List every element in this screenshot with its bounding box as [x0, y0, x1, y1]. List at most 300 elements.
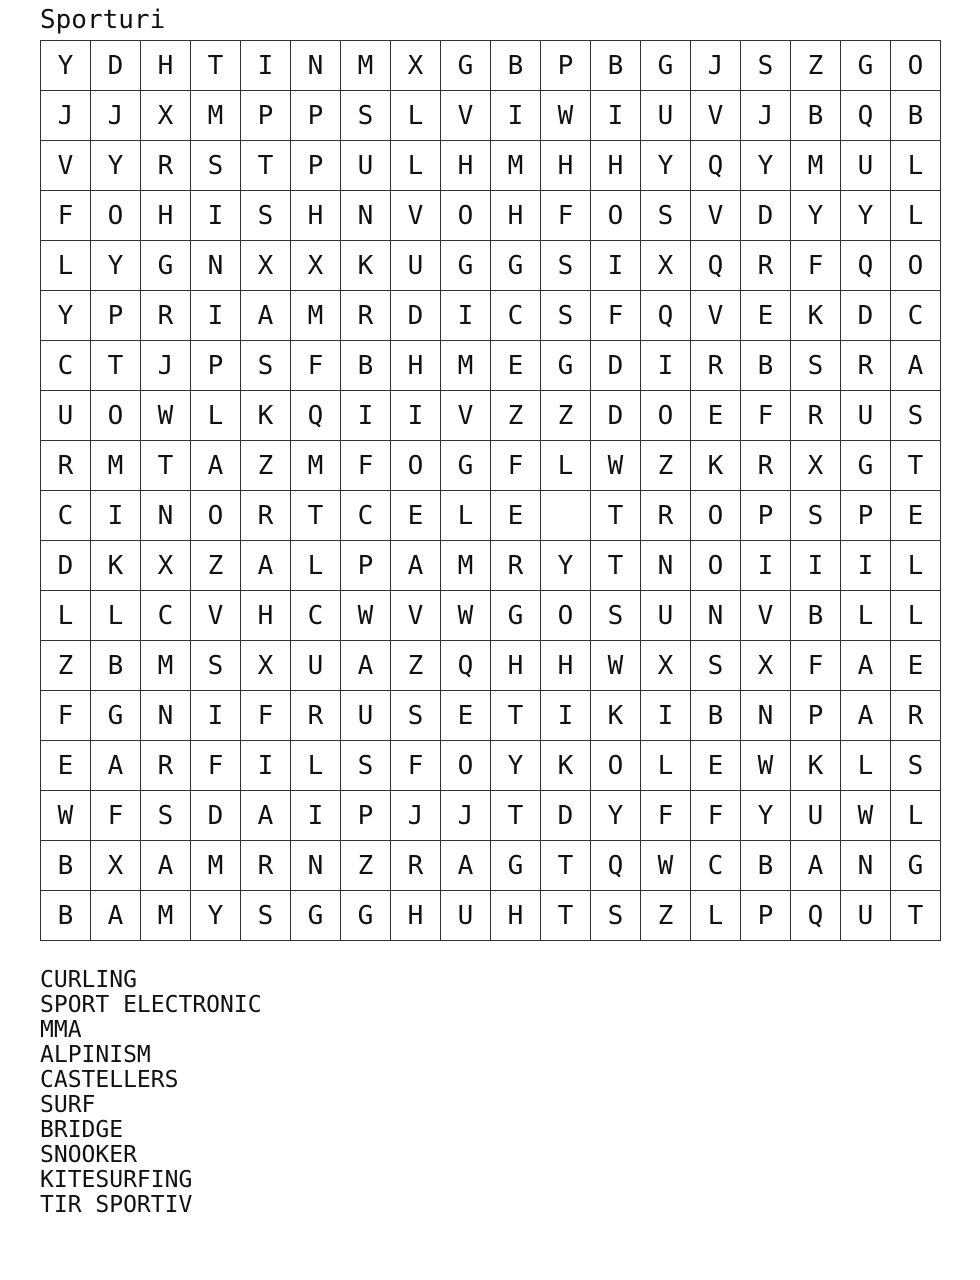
grid-cell[interactable]: N: [741, 691, 791, 741]
grid-cell[interactable]: I: [191, 191, 241, 241]
grid-cell[interactable]: A: [241, 791, 291, 841]
grid-cell[interactable]: R: [691, 341, 741, 391]
grid-cell[interactable]: W: [591, 441, 641, 491]
grid-cell[interactable]: R: [491, 541, 541, 591]
grid-cell[interactable]: T: [191, 41, 241, 91]
grid-cell[interactable]: Y: [841, 191, 891, 241]
grid-cell[interactable]: S: [241, 341, 291, 391]
grid-cell[interactable]: G: [91, 691, 141, 741]
grid-cell[interactable]: J: [741, 91, 791, 141]
grid-cell[interactable]: N: [691, 591, 741, 641]
grid-cell[interactable]: G: [441, 441, 491, 491]
grid-cell[interactable]: O: [641, 391, 691, 441]
grid-cell[interactable]: H: [491, 191, 541, 241]
grid-cell[interactable]: L: [391, 91, 441, 141]
grid-cell[interactable]: G: [441, 41, 491, 91]
grid-cell[interactable]: S: [691, 641, 741, 691]
grid-cell[interactable]: B: [491, 41, 541, 91]
grid-cell[interactable]: L: [191, 391, 241, 441]
grid-cell[interactable]: G: [441, 241, 491, 291]
grid-cell[interactable]: I: [641, 691, 691, 741]
grid-cell[interactable]: E: [491, 341, 541, 391]
grid-cell[interactable]: Q: [841, 241, 891, 291]
grid-cell[interactable]: O: [191, 491, 241, 541]
grid-cell[interactable]: O: [691, 541, 741, 591]
grid-cell[interactable]: E: [41, 741, 91, 791]
grid-cell[interactable]: Z: [241, 441, 291, 491]
grid-cell[interactable]: O: [91, 391, 141, 441]
grid-cell[interactable]: I: [341, 391, 391, 441]
grid-cell[interactable]: X: [241, 641, 291, 691]
grid-cell[interactable]: U: [841, 891, 891, 941]
grid-cell[interactable]: I: [191, 291, 241, 341]
grid-cell[interactable]: I: [391, 391, 441, 441]
grid-cell[interactable]: S: [241, 191, 291, 241]
grid-cell[interactable]: I: [591, 91, 641, 141]
grid-cell[interactable]: D: [41, 541, 91, 591]
grid-cell[interactable]: Y: [741, 141, 791, 191]
grid-cell[interactable]: K: [691, 441, 741, 491]
grid-cell[interactable]: M: [191, 91, 241, 141]
grid-cell[interactable]: F: [341, 441, 391, 491]
grid-cell[interactable]: P: [341, 791, 391, 841]
grid-cell[interactable]: T: [491, 791, 541, 841]
grid-cell[interactable]: D: [841, 291, 891, 341]
grid-cell[interactable]: P: [241, 91, 291, 141]
grid-cell[interactable]: M: [291, 441, 341, 491]
grid-cell[interactable]: L: [291, 541, 341, 591]
grid-cell[interactable]: S: [241, 891, 291, 941]
grid-cell[interactable]: W: [641, 841, 691, 891]
grid-cell[interactable]: G: [341, 891, 391, 941]
grid-cell[interactable]: N: [191, 241, 241, 291]
grid-cell[interactable]: C: [41, 491, 91, 541]
grid-cell[interactable]: R: [891, 691, 941, 741]
grid-cell[interactable]: B: [741, 841, 791, 891]
grid-cell[interactable]: W: [141, 391, 191, 441]
grid-cell[interactable]: J: [41, 91, 91, 141]
grid-cell[interactable]: O: [591, 741, 641, 791]
grid-cell[interactable]: X: [391, 41, 441, 91]
grid-cell[interactable]: V: [391, 591, 441, 641]
grid-cell[interactable]: Q: [641, 291, 691, 341]
grid-cell[interactable]: N: [341, 191, 391, 241]
grid-cell[interactable]: X: [141, 541, 191, 591]
grid-cell[interactable]: S: [891, 391, 941, 441]
grid-cell[interactable]: T: [591, 541, 641, 591]
grid-cell[interactable]: E: [691, 391, 741, 441]
grid-cell[interactable]: F: [241, 691, 291, 741]
grid-cell[interactable]: E: [891, 641, 941, 691]
grid-cell[interactable]: Q: [791, 891, 841, 941]
grid-cell[interactable]: I: [591, 241, 641, 291]
grid-cell[interactable]: M: [291, 291, 341, 341]
grid-cell[interactable]: G: [841, 41, 891, 91]
grid-cell[interactable]: Y: [541, 541, 591, 591]
grid-cell[interactable]: I: [791, 541, 841, 591]
grid-cell[interactable]: R: [641, 491, 691, 541]
grid-cell[interactable]: L: [291, 741, 341, 791]
grid-cell[interactable]: Y: [641, 141, 691, 191]
grid-cell[interactable]: P: [741, 491, 791, 541]
grid-cell[interactable]: G: [841, 441, 891, 491]
grid-cell[interactable]: H: [441, 141, 491, 191]
grid-cell[interactable]: D: [191, 791, 241, 841]
grid-cell[interactable]: U: [341, 691, 391, 741]
grid-cell[interactable]: X: [741, 641, 791, 691]
grid-cell[interactable]: F: [691, 791, 741, 841]
grid-cell[interactable]: Y: [591, 791, 641, 841]
grid-cell[interactable]: F: [91, 791, 141, 841]
grid-cell[interactable]: P: [841, 491, 891, 541]
grid-cell[interactable]: B: [41, 891, 91, 941]
grid-cell[interactable]: P: [91, 291, 141, 341]
grid-cell[interactable]: T: [591, 491, 641, 541]
grid-cell[interactable]: A: [91, 741, 141, 791]
grid-cell[interactable]: N: [141, 491, 191, 541]
grid-cell[interactable]: P: [291, 141, 341, 191]
grid-cell[interactable]: R: [841, 341, 891, 391]
grid-cell[interactable]: T: [291, 491, 341, 541]
grid-cell[interactable]: G: [641, 41, 691, 91]
grid-cell[interactable]: T: [241, 141, 291, 191]
grid-cell[interactable]: A: [441, 841, 491, 891]
grid-cell[interactable]: N: [141, 691, 191, 741]
grid-cell[interactable]: T: [541, 891, 591, 941]
grid-cell[interactable]: E: [491, 491, 541, 541]
grid-cell[interactable]: I: [441, 291, 491, 341]
grid-cell[interactable]: O: [691, 491, 741, 541]
grid-cell[interactable]: X: [241, 241, 291, 291]
grid-cell[interactable]: E: [441, 691, 491, 741]
grid-cell[interactable]: H: [541, 141, 591, 191]
grid-cell[interactable]: H: [291, 191, 341, 241]
grid-cell[interactable]: K: [791, 291, 841, 341]
grid-cell[interactable]: K: [791, 741, 841, 791]
grid-cell[interactable]: O: [891, 241, 941, 291]
grid-cell[interactable]: F: [791, 241, 841, 291]
grid-cell[interactable]: J: [91, 91, 141, 141]
grid-cell[interactable]: A: [241, 541, 291, 591]
grid-cell[interactable]: D: [741, 191, 791, 241]
grid-cell[interactable]: R: [141, 741, 191, 791]
grid-cell[interactable]: F: [41, 191, 91, 241]
grid-cell[interactable]: A: [791, 841, 841, 891]
grid-cell[interactable]: I: [541, 691, 591, 741]
grid-cell[interactable]: A: [141, 841, 191, 891]
grid-cell[interactable]: L: [891, 791, 941, 841]
grid-cell[interactable]: Z: [491, 391, 541, 441]
grid-cell[interactable]: A: [341, 641, 391, 691]
grid-cell[interactable]: R: [141, 141, 191, 191]
grid-cell[interactable]: X: [291, 241, 341, 291]
grid-cell[interactable]: T: [541, 841, 591, 891]
grid-cell[interactable]: U: [841, 391, 891, 441]
grid-cell[interactable]: G: [541, 341, 591, 391]
grid-cell[interactable]: J: [391, 791, 441, 841]
grid-cell[interactable]: L: [391, 141, 441, 191]
grid-cell[interactable]: P: [741, 891, 791, 941]
grid-cell[interactable]: K: [341, 241, 391, 291]
grid-cell[interactable]: T: [141, 441, 191, 491]
grid-cell[interactable]: H: [541, 641, 591, 691]
grid-cell[interactable]: R: [241, 491, 291, 541]
grid-cell[interactable]: S: [341, 741, 391, 791]
grid-cell[interactable]: Y: [191, 891, 241, 941]
grid-cell[interactable]: H: [391, 341, 441, 391]
grid-cell[interactable]: H: [141, 41, 191, 91]
grid-cell[interactable]: Y: [741, 791, 791, 841]
grid-cell[interactable]: V: [691, 291, 741, 341]
grid-cell[interactable]: A: [241, 291, 291, 341]
grid-cell[interactable]: K: [541, 741, 591, 791]
grid-cell[interactable]: M: [441, 341, 491, 391]
grid-cell[interactable]: X: [91, 841, 141, 891]
grid-cell[interactable]: T: [491, 691, 541, 741]
grid-cell[interactable]: L: [441, 491, 491, 541]
grid-cell[interactable]: T: [891, 441, 941, 491]
grid-cell[interactable]: H: [391, 891, 441, 941]
grid-cell[interactable]: G: [291, 891, 341, 941]
grid-cell[interactable]: Z: [191, 541, 241, 591]
grid-cell[interactable]: P: [191, 341, 241, 391]
grid-cell[interactable]: I: [241, 41, 291, 91]
grid-cell[interactable]: R: [741, 441, 791, 491]
grid-cell[interactable]: L: [641, 741, 691, 791]
grid-cell[interactable]: X: [791, 441, 841, 491]
grid-cell[interactable]: U: [641, 91, 691, 141]
grid-cell[interactable]: L: [691, 891, 741, 941]
grid-cell[interactable]: S: [541, 241, 591, 291]
grid-cell[interactable]: Z: [641, 441, 691, 491]
grid-cell[interactable]: C: [891, 291, 941, 341]
grid-cell[interactable]: P: [541, 41, 591, 91]
grid-cell[interactable]: Y: [91, 141, 141, 191]
grid-cell[interactable]: D: [591, 341, 641, 391]
grid-cell[interactable]: C: [341, 491, 391, 541]
grid-cell[interactable]: I: [241, 741, 291, 791]
grid-cell[interactable]: X: [641, 241, 691, 291]
grid-cell[interactable]: L: [91, 591, 141, 641]
grid-cell[interactable]: S: [641, 191, 691, 241]
grid-cell[interactable]: X: [641, 641, 691, 691]
grid-cell[interactable]: R: [391, 841, 441, 891]
grid-cell[interactable]: V: [691, 191, 741, 241]
grid-cell[interactable]: F: [391, 741, 441, 791]
grid-cell[interactable]: D: [91, 41, 141, 91]
grid-cell[interactable]: W: [541, 91, 591, 141]
grid-cell[interactable]: S: [341, 91, 391, 141]
grid-cell[interactable]: J: [691, 41, 741, 91]
grid-cell[interactable]: G: [491, 241, 541, 291]
grid-cell[interactable]: I: [741, 541, 791, 591]
grid-cell[interactable]: L: [891, 191, 941, 241]
grid-cell[interactable]: S: [541, 291, 591, 341]
grid-cell[interactable]: L: [41, 591, 91, 641]
grid-cell[interactable]: L: [541, 441, 591, 491]
grid-cell[interactable]: W: [341, 591, 391, 641]
grid-cell[interactable]: U: [41, 391, 91, 441]
grid-cell[interactable]: S: [391, 691, 441, 741]
grid-cell[interactable]: V: [441, 91, 491, 141]
grid-cell[interactable]: Z: [541, 391, 591, 441]
grid-cell[interactable]: I: [91, 491, 141, 541]
grid-cell[interactable]: N: [641, 541, 691, 591]
grid-cell[interactable]: S: [791, 341, 841, 391]
grid-cell[interactable]: M: [91, 441, 141, 491]
grid-cell[interactable]: N: [291, 41, 341, 91]
grid-cell[interactable]: S: [791, 491, 841, 541]
grid-cell[interactable]: [541, 491, 591, 541]
grid-cell[interactable]: B: [741, 341, 791, 391]
grid-cell[interactable]: H: [591, 141, 641, 191]
grid-cell[interactable]: F: [791, 641, 841, 691]
grid-cell[interactable]: W: [841, 791, 891, 841]
grid-cell[interactable]: R: [291, 691, 341, 741]
grid-cell[interactable]: G: [491, 591, 541, 641]
grid-cell[interactable]: M: [441, 541, 491, 591]
grid-cell[interactable]: K: [91, 541, 141, 591]
grid-cell[interactable]: M: [191, 841, 241, 891]
grid-cell[interactable]: A: [391, 541, 441, 591]
grid-cell[interactable]: Y: [41, 41, 91, 91]
grid-cell[interactable]: F: [191, 741, 241, 791]
grid-cell[interactable]: X: [141, 91, 191, 141]
grid-cell[interactable]: R: [241, 841, 291, 891]
grid-cell[interactable]: T: [91, 341, 141, 391]
grid-cell[interactable]: Q: [691, 241, 741, 291]
grid-cell[interactable]: G: [491, 841, 541, 891]
grid-cell[interactable]: G: [891, 841, 941, 891]
grid-cell[interactable]: O: [541, 591, 591, 641]
grid-cell[interactable]: H: [141, 191, 191, 241]
grid-cell[interactable]: Q: [441, 641, 491, 691]
grid-cell[interactable]: D: [591, 391, 641, 441]
grid-cell[interactable]: J: [141, 341, 191, 391]
grid-cell[interactable]: J: [441, 791, 491, 841]
grid-cell[interactable]: Z: [41, 641, 91, 691]
grid-cell[interactable]: V: [41, 141, 91, 191]
grid-cell[interactable]: S: [141, 791, 191, 841]
grid-cell[interactable]: S: [741, 41, 791, 91]
grid-cell[interactable]: B: [791, 91, 841, 141]
grid-cell[interactable]: C: [141, 591, 191, 641]
grid-cell[interactable]: S: [591, 591, 641, 641]
grid-cell[interactable]: O: [391, 441, 441, 491]
grid-cell[interactable]: C: [291, 591, 341, 641]
grid-cell[interactable]: B: [41, 841, 91, 891]
grid-cell[interactable]: I: [291, 791, 341, 841]
grid-cell[interactable]: E: [891, 491, 941, 541]
grid-cell[interactable]: F: [641, 791, 691, 841]
grid-cell[interactable]: V: [691, 91, 741, 141]
grid-cell[interactable]: C: [491, 291, 541, 341]
grid-cell[interactable]: A: [841, 641, 891, 691]
grid-cell[interactable]: E: [741, 291, 791, 341]
grid-cell[interactable]: D: [391, 291, 441, 341]
grid-cell[interactable]: L: [841, 741, 891, 791]
grid-cell[interactable]: B: [591, 41, 641, 91]
grid-cell[interactable]: R: [141, 291, 191, 341]
grid-cell[interactable]: M: [141, 891, 191, 941]
grid-cell[interactable]: U: [641, 591, 691, 641]
grid-cell[interactable]: I: [191, 691, 241, 741]
grid-cell[interactable]: H: [491, 641, 541, 691]
grid-cell[interactable]: A: [91, 891, 141, 941]
grid-cell[interactable]: C: [41, 341, 91, 391]
grid-cell[interactable]: B: [91, 641, 141, 691]
grid-cell[interactable]: E: [691, 741, 741, 791]
grid-cell[interactable]: Y: [91, 241, 141, 291]
grid-cell[interactable]: E: [391, 491, 441, 541]
grid-cell[interactable]: W: [591, 641, 641, 691]
grid-cell[interactable]: Q: [691, 141, 741, 191]
grid-cell[interactable]: F: [491, 441, 541, 491]
grid-cell[interactable]: N: [291, 841, 341, 891]
grid-cell[interactable]: Y: [791, 191, 841, 241]
grid-cell[interactable]: U: [441, 891, 491, 941]
grid-cell[interactable]: D: [541, 791, 591, 841]
grid-cell[interactable]: U: [291, 641, 341, 691]
grid-cell[interactable]: I: [641, 341, 691, 391]
grid-cell[interactable]: M: [791, 141, 841, 191]
grid-cell[interactable]: I: [841, 541, 891, 591]
grid-cell[interactable]: H: [241, 591, 291, 641]
grid-cell[interactable]: R: [41, 441, 91, 491]
grid-cell[interactable]: O: [441, 741, 491, 791]
grid-cell[interactable]: S: [591, 891, 641, 941]
grid-cell[interactable]: L: [41, 241, 91, 291]
grid-cell[interactable]: H: [491, 891, 541, 941]
grid-cell[interactable]: R: [791, 391, 841, 441]
grid-cell[interactable]: S: [191, 641, 241, 691]
grid-cell[interactable]: F: [591, 291, 641, 341]
grid-cell[interactable]: U: [841, 141, 891, 191]
grid-cell[interactable]: O: [591, 191, 641, 241]
grid-cell[interactable]: L: [891, 141, 941, 191]
grid-cell[interactable]: K: [591, 691, 641, 741]
grid-cell[interactable]: A: [191, 441, 241, 491]
grid-cell[interactable]: B: [791, 591, 841, 641]
grid-cell[interactable]: M: [491, 141, 541, 191]
grid-cell[interactable]: Y: [41, 291, 91, 341]
grid-cell[interactable]: M: [341, 41, 391, 91]
grid-cell[interactable]: V: [191, 591, 241, 641]
grid-cell[interactable]: T: [891, 891, 941, 941]
grid-cell[interactable]: B: [341, 341, 391, 391]
grid-cell[interactable]: Q: [841, 91, 891, 141]
grid-cell[interactable]: Q: [591, 841, 641, 891]
grid-cell[interactable]: Z: [341, 841, 391, 891]
grid-cell[interactable]: S: [191, 141, 241, 191]
grid-cell[interactable]: S: [891, 741, 941, 791]
grid-cell[interactable]: I: [491, 91, 541, 141]
grid-cell[interactable]: U: [791, 791, 841, 841]
grid-cell[interactable]: L: [891, 541, 941, 591]
grid-cell[interactable]: K: [241, 391, 291, 441]
grid-cell[interactable]: O: [441, 191, 491, 241]
grid-cell[interactable]: V: [741, 591, 791, 641]
grid-cell[interactable]: V: [391, 191, 441, 241]
grid-cell[interactable]: U: [391, 241, 441, 291]
grid-cell[interactable]: L: [841, 591, 891, 641]
grid-cell[interactable]: Q: [291, 391, 341, 441]
grid-cell[interactable]: F: [741, 391, 791, 441]
grid-cell[interactable]: W: [41, 791, 91, 841]
grid-cell[interactable]: P: [341, 541, 391, 591]
grid-cell[interactable]: N: [841, 841, 891, 891]
grid-cell[interactable]: B: [891, 91, 941, 141]
